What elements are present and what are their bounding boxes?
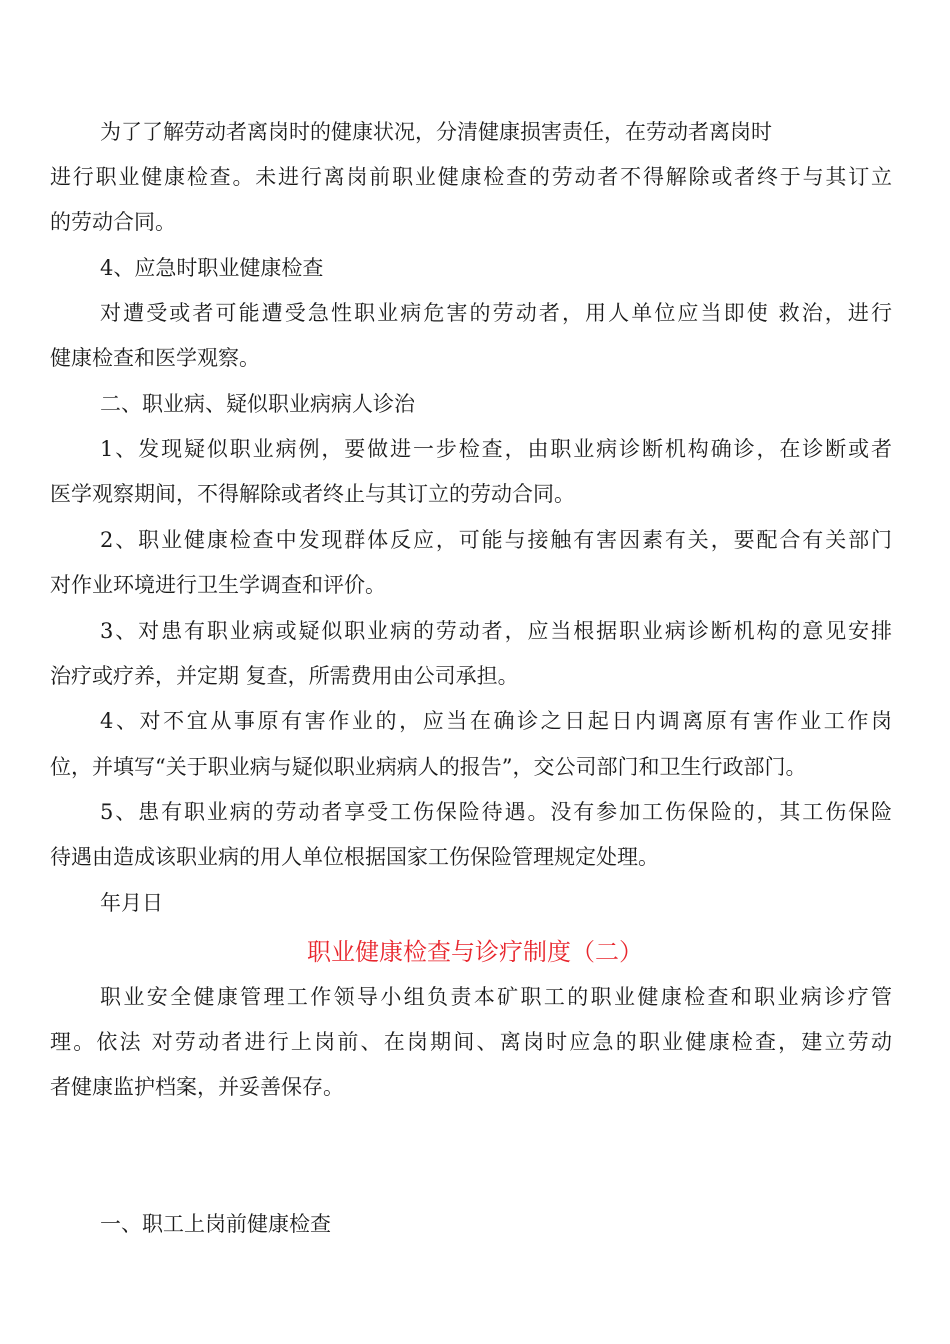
paragraph-line: 者健康监护档案，并妥善保存。	[50, 1075, 344, 1099]
paragraph-line: 理。依法 对劳动者进行上岗前、在岗期间、离岗时应急的职业健康检查，建立劳动	[50, 1030, 892, 1054]
section-heading: 二、职业病、疑似职业病病人诊治	[100, 392, 415, 416]
section-heading: 一、职工上岗前健康检查	[100, 1212, 331, 1236]
paragraph-line: 为了了解劳动者离岗时的健康状况，分清健康损害责任，在劳动者离岗时	[100, 120, 772, 144]
paragraph-line: 对作业环境进行卫生学调查和评价。	[50, 573, 386, 597]
paragraph-line: 职业安全健康管理工作领导小组负责本矿职工的职业健康检查和职业病诊疗管	[100, 985, 892, 1009]
paragraph-line: 对遭受或者可能遭受急性职业病危害的劳动者，用人单位应当即使 救治，进行	[100, 301, 892, 325]
paragraph-line: 健康检查和医学观察。	[50, 346, 260, 370]
paragraph-line: 治疗或疗养，并定期 复查，所需费用由公司承担。	[50, 664, 519, 688]
date-line: 年月日	[100, 891, 163, 915]
paragraph-line: 4、对不宜从事原有害作业的，应当在确诊之日起日内调离原有害作业工作岗	[100, 709, 892, 733]
subheading: 4、应急时职业健康检查	[100, 256, 324, 280]
paragraph-line: 2、职业健康检查中发现群体反应，可能与接触有害因素有关，要配合有关部门	[100, 528, 892, 552]
paragraph-line: 5、患有职业病的劳动者享受工伤保险待遇。没有参加工伤保险的，其工伤保险	[100, 800, 892, 824]
section-title: 职业健康检查与诊疗制度（二）	[307, 938, 643, 966]
paragraph-line: 的劳动合同。	[50, 210, 176, 234]
paragraph-line: 医学观察期间，不得解除或者终止与其订立的劳动合同。	[50, 482, 575, 506]
paragraph-line: 待遇由造成该职业病的用人单位根据国家工伤保险管理规定处理。	[50, 845, 659, 869]
paragraph-line: 1、发现疑似职业病例，要做进一步检查，由职业病诊断机构确诊，在诊断或者	[100, 437, 892, 461]
paragraph-line: 进行职业健康检查。未进行离岗前职业健康检查的劳动者不得解除或者终于与其订立	[50, 165, 892, 189]
paragraph-line: 3、对患有职业病或疑似职业病的劳动者，应当根据职业病诊断机构的意见安排	[100, 619, 892, 643]
paragraph-line: 位，并填写“关于职业病与疑似职业病病人的报告”，交公司部门和卫生行政部门。	[50, 755, 807, 779]
